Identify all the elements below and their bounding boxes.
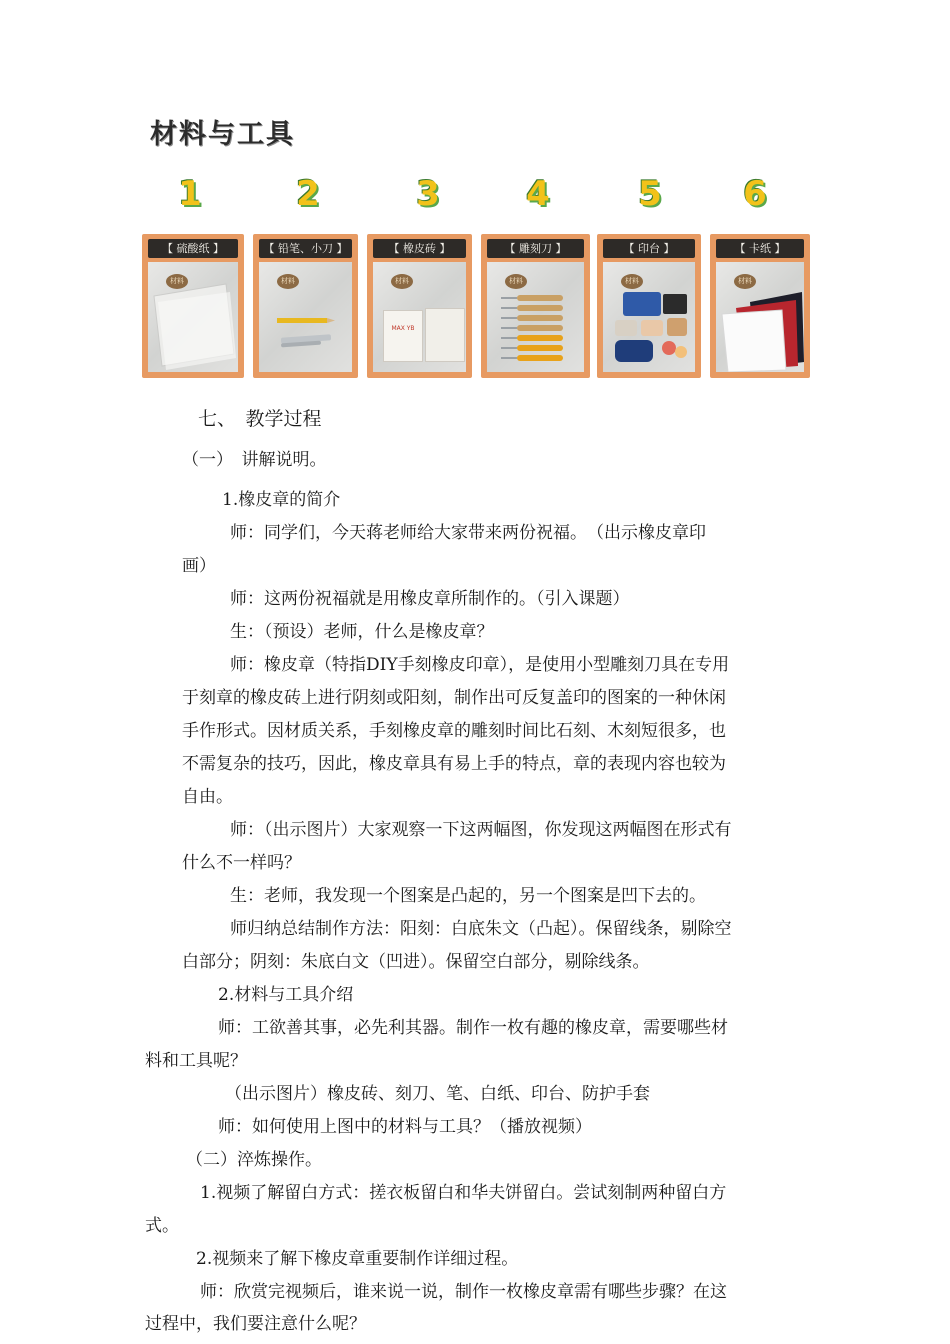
paragraph-line: 师：欣赏完视频后，谁来说一说，制作一枚橡皮章需有哪些步骤？在这: [200, 1282, 727, 1302]
tracing-paper-icon: [148, 262, 238, 372]
paragraph-line: 什么不一样吗？: [182, 853, 301, 873]
carving-knife-photo: [487, 262, 584, 372]
subsection-heading: （二）淬炼操作。: [186, 1150, 322, 1170]
paragraph-line: 于刻章的橡皮砖上进行阴刻或阳刻，制作出可反复盖印的图案的一种休闲: [182, 688, 726, 708]
paragraph-line: （出示图片）橡皮砖、刻刀、笔、白纸、印台、防护手套: [225, 1084, 650, 1104]
material-card-ink-pad: [597, 234, 701, 378]
paragraph-line: 师：如何使用上图中的材料与工具？（播放视频）: [218, 1117, 592, 1137]
paragraph-line: 师：这两份祝福就是用橡皮章所制作的。（引入课题）: [230, 589, 630, 609]
material-badge: 材料: [166, 274, 188, 289]
eraser-block-icon: [383, 310, 423, 362]
step-number-5: 5: [638, 174, 662, 214]
material-badge: 材料: [277, 274, 299, 289]
item-heading: 2.材料与工具介绍: [218, 985, 354, 1005]
pencil-knife-photo: [259, 262, 352, 372]
material-card-eraser-block: [367, 234, 472, 378]
paragraph-line: 生：老师，我发现一个图案是凸起的，另一个图案是凹下去的。: [230, 886, 706, 906]
cardstock-icon: [716, 262, 804, 372]
paragraph-line: 师：同学们，今天蒋老师给大家带来两份祝福。 （出示橡皮章印: [230, 523, 706, 543]
banner-title: 材料与工具: [150, 119, 295, 150]
material-badge: 材料: [621, 274, 643, 289]
ink-pad-icon: [603, 262, 695, 372]
card-tag: 【 卡纸 】: [716, 239, 804, 258]
material-card-carving-knife: [481, 234, 590, 378]
step-number-3: 3: [416, 174, 440, 214]
eraser-block-icon: [425, 308, 465, 362]
material-badge: 材料: [505, 274, 527, 289]
tracing-paper-photo: [148, 262, 238, 372]
eraser-label: MAX YB: [391, 325, 415, 332]
cardstock-photo: [716, 262, 804, 372]
material-card-pencil-knife: [253, 234, 358, 378]
paragraph-line: 手作形式。因材质关系，手刻橡皮章的雕刻时间比石刻、木刻短很多，也: [182, 721, 726, 741]
card-tag: 【 铅笔、小刀 】: [259, 239, 352, 258]
pencil-knife-icon: [259, 262, 352, 372]
paragraph-line: 师归纳总结制作方法：阳刻：白底朱文（凸起）。保留线条，剔除空: [230, 919, 732, 939]
step-number-2: 2: [296, 174, 320, 214]
material-badge: 材料: [734, 274, 756, 289]
paragraph-line: 师：橡皮章（特指DIY手刻橡皮印章），是使用小型雕刻刀具在专用: [230, 655, 730, 675]
ink-pad-photo: [603, 262, 695, 372]
card-tag: 【 印台 】: [603, 239, 695, 258]
item-heading: 1.橡皮章的简介: [222, 490, 341, 510]
paragraph-line: 师：工欲善其事，必先利其器。制作一枚有趣的橡皮章，需要哪些材: [218, 1018, 728, 1038]
subsection-heading: （一） 讲解说明。: [182, 450, 327, 470]
paragraph-line: 2.视频来了解下橡皮章重要制作详细过程。: [196, 1249, 519, 1269]
material-badge: 材料: [391, 274, 413, 289]
material-card-tracing-paper: [142, 234, 244, 378]
step-number-6: 6: [743, 174, 767, 214]
paragraph-line: 料和工具呢？: [145, 1051, 247, 1071]
section-heading-teaching-process: 七、 教学过程: [198, 408, 322, 430]
paragraph-line: 自由。: [182, 787, 233, 807]
paragraph-line: 不需复杂的技巧，因此，橡皮章具有易上手的特点，章的表现内容也较为: [182, 754, 726, 774]
carving-knife-icon: [487, 262, 584, 372]
paragraph-line: 画）: [182, 556, 216, 576]
card-tag: 【 橡皮砖 】: [373, 239, 466, 258]
paragraph-line: 1.视频了解留白方式：搓衣板留白和华夫饼留白。尝试刻制两种留白方: [200, 1183, 727, 1203]
step-number-4: 4: [526, 174, 550, 214]
eraser-block-photo: [373, 262, 466, 372]
paragraph-line: 师：（出示图片）大家观察一下这两幅图，你发现这两幅图在形式有: [230, 820, 732, 840]
card-tag: 【 硫酸纸 】: [148, 239, 238, 258]
paragraph-line: 过程中，我们要注意什么呢？: [145, 1314, 366, 1334]
paragraph-line: 式。: [145, 1216, 179, 1236]
paragraph-line: 白部分；阴刻：朱底白文（凹进）。保留空白部分，剔除线条。: [182, 952, 650, 972]
paragraph-line: 生：（预设）老师，什么是橡皮章？: [230, 622, 494, 642]
material-card-cardstock: [710, 234, 810, 378]
card-tag: 【 雕刻刀 】: [487, 239, 584, 258]
step-number-1: 1: [178, 174, 202, 214]
